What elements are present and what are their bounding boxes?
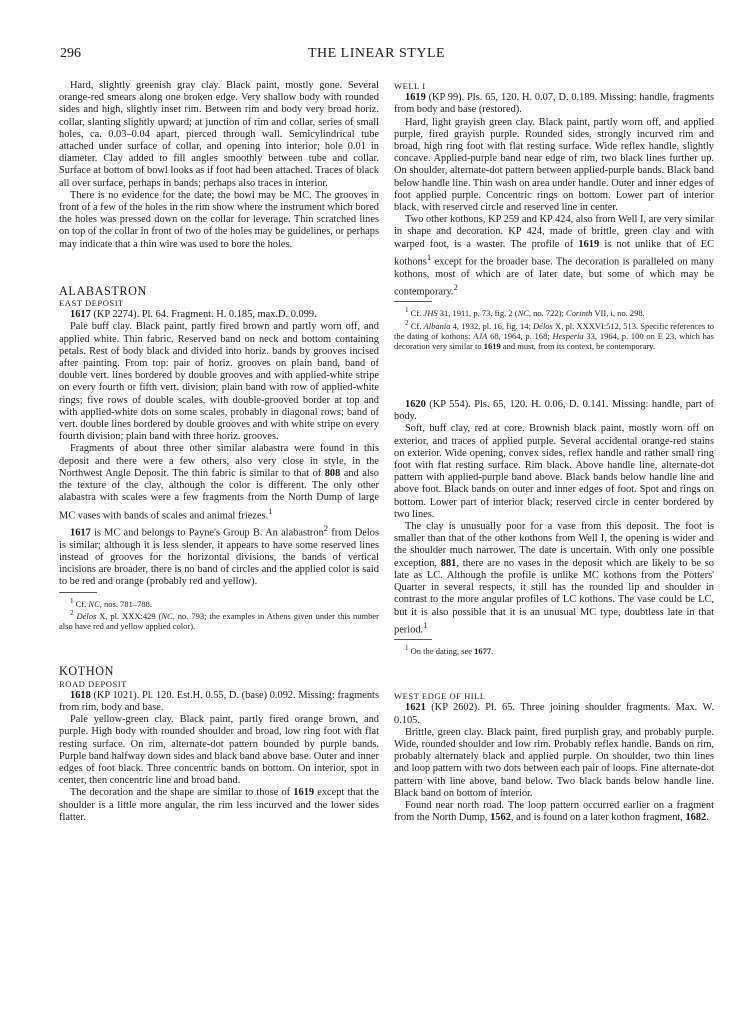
- footnote-2: $^2$ Cf. Albania 4, 1932, pl. 16, fig. 14; Délos X, pl. XXXVI:512, 513. Specific references to the dating of kothons: AJA 68, 1964, p. 168; Hesperia 33, 1964, p. 100 on E 23, which has decoration very similar to 1619 and must, from its context, be contemporary.: [394, 319, 715, 352]
- footnote-rule: [394, 301, 432, 302]
- section-heading-alabastron: ALABASTRON: [59, 283, 147, 298]
- kothon-comparison-paragraph: The decoration and the shape are similar to those of 1619 except that the shoulder is a little more angular, the rim less incurved and the lower sides flatter.: [59, 787, 379, 823]
- catalog-description-1620: Soft, buff clay, red at core. Brownish black paint, mostly worn off on exterior, and traces of applied purple. Several accidental orange-red stains on exterior. Wide opening, convex sides, reflex handle and rather small ring foot with flat resting surface. Rim black. Above handle line, alternate-dot pattern with applied-purple band above. Black bands below handle line and above foot. Black bands on outer and inner edges of foot. Spot and rings on bottom. Lower part of interior black; reserved circle in center bordered by two lines.: [394, 423, 714, 520]
- catalog-entry-1618: 1618 (KP 1021). Pl. 120. Est.H. 0.55, D. (base) 0.092. Missing: fragments from rim, body and base.: [59, 689, 379, 713]
- footnote-1: $^1$ Cf. NC, nos. 781–788.: [70, 596, 152, 609]
- catalog-description-1621: Brittle, green clay. Black paint, fired purplish gray, and probably purple. Wide, rounded shoulder and low rim. Probably reflex handle. Bands on rim, probably alternately black and applied purple. On shoulder, two thin lines and loop pattern with two dots between each pair of loops. Fine alternate-dot pattern with line above, band below. Two black bands below handle line. Black band on bottom of interior.: [394, 726, 714, 799]
- catalog-description-1618: Pale yellow-green clay. Black paint, partly fired orange brown, and purple. High body with rounded shoulder and broad, low ring foot with flat resting surface. On rim, alternate-dot pattern bounded by purple bands. Purple band halfway down sides and black band above base. Outer and inner edges of foot black. Three concentric bands on bottom. On interior, spot in center, then concentric line and broad band.: [59, 714, 379, 787]
- footnote-3: $^1$ On the dating, see 1677.: [405, 644, 494, 657]
- deposit-heading-road: ROAD DEPOSIT: [59, 678, 127, 689]
- catalog-entry-1620: 1620 (KP 554). Pls. 65, 120. H. 0.06, D. 0.141. Missing: handle, part of body.: [394, 399, 714, 423]
- catalog-description-1619: Hard, light grayish green clay. Black paint, partly worn off, and applied purple, fired grayish purple. Rounded sides, strongly incurved rim and broad, high ring foot with flat resting surface. Wide reflex handle, slightly concave. Applied-purple band near edge of rim, two black lines further up. On shoulder, alternate-dot pattern between applied-purple bands. Black band below handle line. Thin wash on area under handle. Outer and inner edges of foot applied purple. Concentric rings on bottom. Lower part of interior black, with reserved circle and reserved line in center.: [394, 116, 714, 214]
- clay-dating-paragraph: The clay is unusually poor for a vase from this deposit. The foot is smaller than that of the other kothons from Well I, the opening is wider and the shoulder much narrower. The date is uncertain. With only one possible exception, 881, there are no vases in the deposit which are likely to be so late as LC. Although the profile is unlike MC kothons from the Potters' Quarter in several respects, it still has the rounded lip and shoulder in contrast to the more angular profiles of LC kothons. The vase could be LC, but it is also possible that it is an unusual MC type, doubtless late in that period.$^1$: [394, 521, 714, 636]
- footnote-2: $^2$ Délos X, pl. XXX:429 (NC, no. 793; the examples in Athens given under this number also have red and yellow applied color).: [59, 609, 380, 632]
- section-heading-kothon: KOTHON: [59, 664, 115, 679]
- alabastra-fragments-paragraph: Fragments of about three other similar alabastra were found in this deposit and there were a few others, also very close in style, in the Northwest Angle Deposit. The thin fabric is similar to that of 808 and also the texture of the clay, although the color is different. The only other alabastra with scales were a few fragments from the North Dump of large MC vases with bands of scales and animal friezes.$^1$: [59, 443, 380, 521]
- left-column: [59, 80, 379, 824]
- page-number: 296: [60, 46, 81, 61]
- footnote-rule: [59, 592, 97, 593]
- other-kothons-paragraph: Two other kothons, KP 259 and KP 424, also from Well I, are very similar in shape and decoration. KP 424, made of brittle, green clay and with warped foot, is a waster. The profile of 1619 is not unlike that of EC kothons$^1$ except for the broader base. The decoration is paralleled on many kothons, most of which are of later date, but some of which may be contemporary.$^2$: [394, 214, 714, 298]
- bowl-description: Hard, slightly greenish gray clay. Black paint, mostly gone. Several orange-red smears along one broken edge. Very shallow body with rounded sides and high, slightly inset rim. Between rim and body very broad horiz. collar, slanting slightly upward; at junction of rim and collar, series of small holes, ca. 0.03–0.04 apart, pierced through wall. Semicylindrical tube attached under surface of collar, and opening into interior; hole 0.01 in diameter. Clay added to fill angles smoothly between tube and collar. Surface at bottom of bowl looks as if foot had been attached. Traces of black all over surface, perhaps in bands; perhaps also traces in interior.: [59, 80, 379, 189]
- catalog-entry-1619: 1619 (KP 99). Pls. 65, 120. H. 0.07, D. 0.189. Missing: handle, fragments from body and base (restored).: [394, 92, 714, 116]
- find-location-paragraph: Found near north road. The loop pattern occurred earlier on a fragment from the North Dump, 1562, and is found on a later kothon fragment, 1682.: [394, 800, 714, 824]
- alabastron-dating-paragraph: 1617 is MC and belongs to Payne's Group B. An alabastron$^2$ from Delos is similar; although it is less slender, it appears to have some reserved lines instead of grooves for the horizontal divisions, the bands of vertical incisions are broader, there is no band of circles and the applied color is said to be red and orange (probably red and yellow).: [59, 523, 380, 588]
- catalog-entry-1621: 1621 (KP 2602). Pl. 65. Three joining shoulder fragments. Max. W. 0.105.: [394, 702, 714, 726]
- catalog-number: 1621: [405, 702, 426, 714]
- footnote-rule: [394, 639, 432, 640]
- bowl-discussion: There is no evidence for the date; the bowl may be MC. The grooves in front of a few of the holes in the rim show where the instrument which bored the holes was pressed down on the collar for leverage. Thin scratched lines on top of the collar in front of two of the holes may be guidelines, or perhaps may indicate that a thin wire was used to bore the holes.: [59, 189, 380, 250]
- footnote-1: $^1$ Cf. JHS 31, 1911, p. 73, fig. 2 (NC, no. 722); Corinth VII, i, no. 298.: [405, 306, 645, 319]
- running-title: THE LINEAR STYLE: [307, 46, 446, 61]
- deposit-heading-east: EAST DEPOSIT: [59, 298, 124, 309]
- catalog-number: 1618: [70, 689, 91, 701]
- deposit-heading-well: WELL I: [394, 81, 426, 91]
- catalog-number: 1620: [405, 399, 426, 411]
- catalog-entry-1617: 1617 (KP 2274). Pl. 64. Fragment. H. 0.185, max.D. 0.099.: [70, 309, 317, 321]
- catalog-description-1617: Pale buff clay. Black paint, partly fired brown and partly worn off, and applied white. Thin fabric. Reserved band on neck and bottom containing petals. Rest of body black and divided into horiz. bands by grooves incised after painting. From top: pair of horiz. grooves on plain band, band of double vert. lines bordered by double grooves and with applied-white stripe on every fourth or fifth vert. division; plain band with row of applied-white rings; five rows of double scales, with double-grooved border at top and with applied-white dots on some scales, probably in diagonal rows; band of vert. double lines bordered by double grooves and with white stripe on every fourth division; plain band with three horiz. grooves.: [59, 321, 379, 443]
- catalog-number: 1619: [405, 92, 426, 104]
- right-column: [394, 80, 714, 824]
- deposit-heading-west-edge: WEST EDGE OF HILL: [394, 691, 486, 702]
- catalog-number: 1617: [70, 309, 91, 321]
